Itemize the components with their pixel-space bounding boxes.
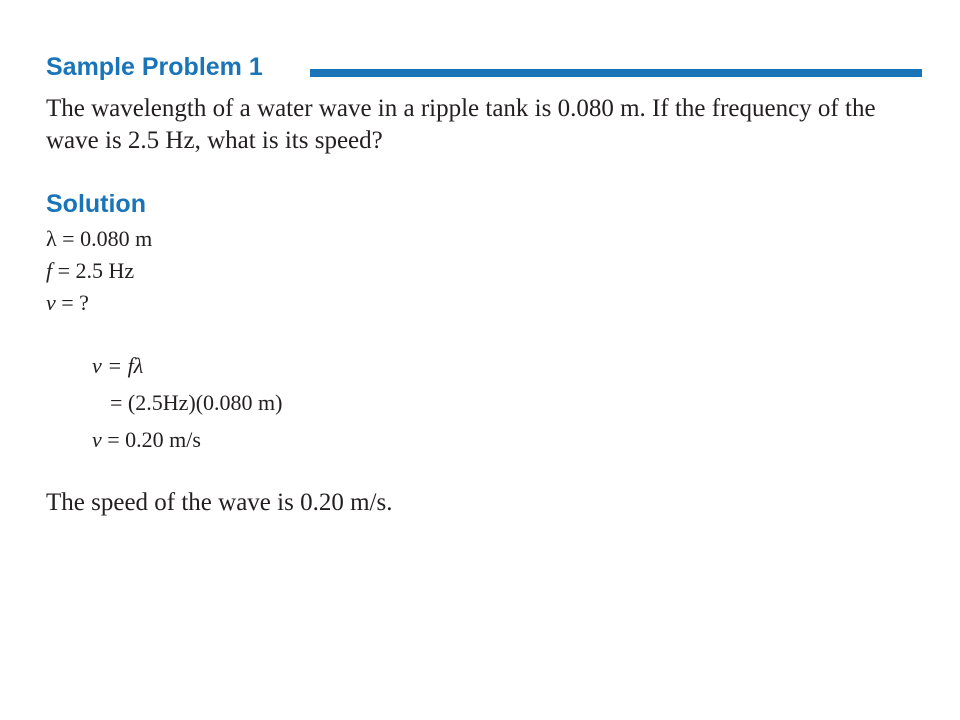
frequency-symbol: f — [46, 258, 53, 283]
given-wavelength — [46, 225, 152, 253]
given-frequency — [46, 257, 134, 285]
equation-result — [92, 426, 201, 454]
solution-heading: Solution — [46, 190, 146, 218]
lambda-symbol: λ — [46, 226, 57, 251]
result-symbol: v — [92, 427, 102, 452]
problem-statement: The wavelength of a water wave in a ripple tank is 0.080 m. If the frequency of the wave is 2.5 Hz, what is its speed? — [46, 95, 876, 154]
answer-statement: The speed of the wave is 0.20 m/s. — [46, 489, 393, 516]
formula-rhs: = fλ — [101, 353, 144, 378]
given-speed — [46, 289, 89, 317]
equation-substitution: = (2.5Hz)(0.080 m) — [110, 390, 283, 415]
section-title: Sample Problem 1 — [46, 53, 263, 81]
formula-symbol: v — [92, 353, 102, 378]
given-speed-value: = ? — [55, 290, 89, 315]
title-rule-divider — [310, 69, 922, 77]
speed-symbol: v — [46, 290, 56, 315]
result-value: = 0.20 m/s — [101, 427, 201, 452]
given-wavelength-value: = 0.080 m — [56, 226, 153, 251]
equation-formula — [92, 352, 143, 380]
given-frequency-value: = 2.5 Hz — [52, 258, 135, 283]
